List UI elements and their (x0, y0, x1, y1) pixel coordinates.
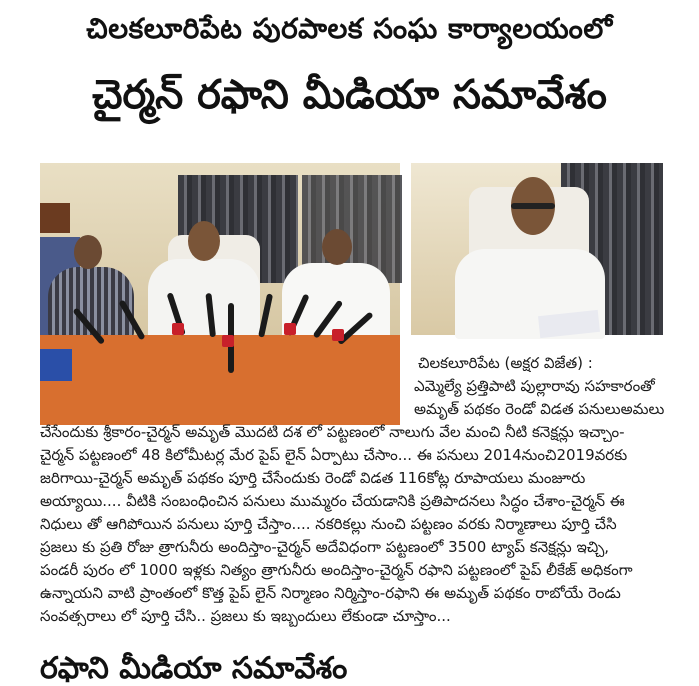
article-intro (414, 375, 690, 421)
text-line: చైర్మన్ పట్టణంలో 48 కిలోమీటర్ల మేర పైప్ లైన్ ఏర్పాటు చేసాం... ఈ పనులు 2014నుంచి2019వరకు (40, 446, 628, 464)
headline: చైర్మన్ రఫాని మీడియా సమావేశం (92, 72, 607, 118)
text-line: సంవత్సరాలు లో పూర్తి చేసి.. ప్రజలు కు ఇబ్బందులు లేకుండా చూస్తాం... (40, 607, 451, 625)
text-line: నిధులు తో ఆగిపోయిన పనులు పూర్తి చేస్తాం.... నకరికల్లు నుంచి పట్టణం వరకు నిర్మాణాలు పూర్తి చేసి (40, 515, 617, 533)
text-line: ప్రజలు కు ప్రతి రోజు త్రాగునీరు అందిస్తాం-చైర్మన్ అదేవిధంగా పట్టణంలో 3500 ట్యాప్ కనెక్షన్లు ఇచ్చి, (40, 538, 610, 556)
text-line: పండరీ పురం లో 1000 ఇళ్లకు నిత్యం త్రాగునీరు అందిస్తాం-చైర్మన్ రఫాని పట్టణంలో పైప్ లీకేజ్ అధికంగా (40, 561, 633, 579)
next-headline-text: రఫాని మీడియా సమావేశం (40, 651, 348, 686)
kicker: చిలకలూరిపేట పురపాలక సంఘ కార్యాలయంలో (86, 12, 613, 45)
chairman-photo (411, 163, 663, 335)
text-line: ఎమ్మెల్యే ప్రత్తిపాటి పుల్లారావు సహకారంతో (414, 377, 655, 395)
dateline: చిలకలూరిపేట (అక్షర విజేత) : (418, 354, 593, 372)
article-body (40, 421, 690, 628)
text-line: జరిగాయి-చైర్మన్ అమృత్ పథకం పూర్తి చేసేందుకు రెండో విడత 116కోట్ల రూపాయలు మంజూరు (40, 469, 586, 487)
next-headline-fragment (40, 651, 690, 686)
text-line: అయ్యాయి.... వీటికి సంబంధించిన పనులు ముమ్మరం చేయడానికి ప్రతిపాదనలు సిద్ధం చేశాం-చైర్మన్ ఈ (40, 492, 625, 510)
text-line: ఉన్నాయని వాటి ప్రాంతంలో కొత్త పైప్ లైన్ నిర్మాణం నిర్మిస్తాం-రఫాని ఈ అమృత్ పథకం రాబోయే రెండు (40, 584, 621, 602)
press-meet-photo (40, 163, 400, 425)
text-line: అమృత్ పథకం రెండో విడత పనులుఅమలు (414, 400, 665, 418)
text-line: చేసేందుకు శ్రీకారం-చైర్మన్ అమృత్ మొదటి దశ లో పట్టణంలో నాలుగు వేల మంచి నీటి కనెక్షన్లు ఇచ్చాం- (40, 423, 625, 441)
